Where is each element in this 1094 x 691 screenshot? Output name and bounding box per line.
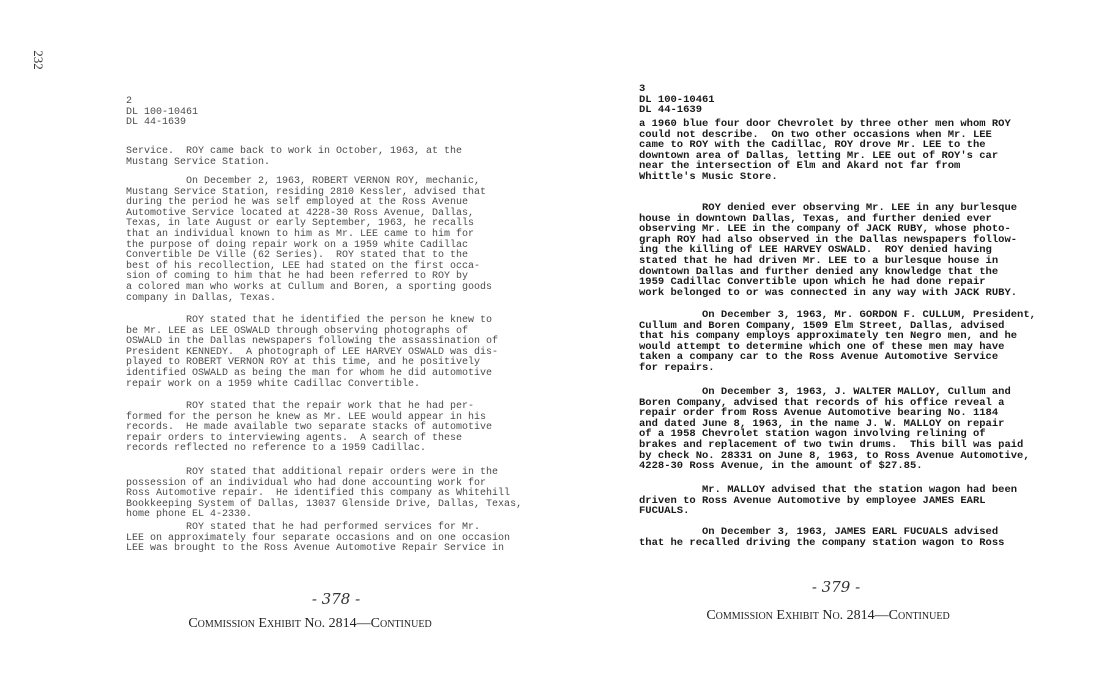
file-header: 2 DL 100-10461 DL 44-1639	[126, 96, 199, 129]
paragraph: ROY denied ever observing Mr. LEE in any burlesque house in downtown Dallas, Texas, and further denied ever observing Mr. LEE in the company of JACK RUBY, whose photo- graph ROY had also observed in the Dallas newspapers follow- ing the killing of LEE HARVEY OSWALD. ROY denied having stated that he had driven Mr. LEE to a burlesque house in downtown Dallas and further denied any knowledge that the 1959 Cadillac Convertible upon which he had done repair work belonged to or was connected in any way with JACK RUBY.	[639, 202, 1018, 299]
paragraph: On December 3, 1963, Mr. GORDON F. CULLUM, President, Cullum and Boren Company, 1509 Elm Street, Dallas, advised that his company employs approximately ten Negro men, and he would attempt to determine which one of these men may have taken a company car to the Ross Avenue Automotive Service for repairs.	[639, 309, 1036, 374]
paragraph: On December 3, 1963, JAMES EARL FUCUALS advised that he recalled driving the company station wagon to Ross	[639, 526, 1005, 549]
exhibit-footer: Commission Exhibit No. 2814—Continued	[706, 608, 950, 623]
paragraph: Mr. MALLOY advised that the station wagon had been driven to Ross Avenue Automotive by employee JAMES EARL FUCUALS.	[639, 484, 1018, 518]
paragraph: Service. ROY came back to work in October, 1963, at the Mustang Service Station.	[126, 146, 463, 168]
paragraph: ROY stated that he had performed services for Mr. LEE on approximately four separate occasions and on one occasion LEE was brought to the Ross Avenue Automotive Repair Service in	[126, 522, 511, 555]
file-header: 3 DL 100-10461 DL 44-1639	[639, 83, 715, 117]
exhibit-footer: Commission Exhibit No. 2814—Continued	[188, 616, 432, 631]
paragraph: ROY stated that additional repair orders were in the possession of an individual who had done accounting work for Ross Automotive repair. He identified this company as Whitehill Bookkeeping System of Dallas, 13037 Glenside Drive, Dallas, Texas, home phone EL 4-2330.	[126, 467, 523, 521]
paragraph: a 1960 blue four door Chevrolet by three other men whom ROY could not describe. On two other occasions when Mr. LEE came to ROY with the Cadillac, ROY drove Mr. LEE to the downtown area of Dallas, letting Mr. LEE out of ROY's car near the intersection of Elm and Akard not far from Whittle's Music Store.	[639, 118, 1011, 183]
paragraph: On December 3, 1963, J. WALTER MALLOY, Cullum and Boren Company, advised that records of his office reveal a repair order from Ross Avenue Automotive bearing No. 1184 and dated June 8, 1963, in the name J. W. MALLOY on repair of a 1958 Chevrolet station wagon involving relining of brakes and replacement of two twin drums. This bill was paid by check No. 28331 on June 8, 1963, to Ross Avenue Automotive, 4228-30 Ross Avenue, in the amount of $27.85.	[639, 386, 1030, 473]
paragraph: ROY stated that the repair work that he had per- formed for the person he knew as Mr. LEE would appear in his records. He made available two separate stacks of automotive repair orders to interviewing agents. A search of these records reflected no reference to a 1959 Cadillac.	[126, 401, 493, 455]
handwritten-page-number: - 379 -	[811, 578, 861, 596]
page-number: 232	[30, 50, 46, 70]
paragraph: On December 2, 1963, ROBERT VERNON ROY, mechanic, Mustang Service Station, residing 2810 Kessler, advised that during the period he was self employed at the Ross Avenue Automotive Service located at 4228-30 Ross Avenue, Dallas, Texas, in late August or early September, 1963, he recalls that an individual known to him as Mr. LEE came to him for the purpose of doing repair work on a 1959 white Cadillac Convertible De Ville (62 Series). ROY stated that to the best of his recollection, LEE had stated on the first occa- sion of coming to him that he had been referred to ROY by a colored man who works at Cullum and Boren, a sporting goods company in Dallas, Texas.	[126, 176, 493, 304]
handwritten-page-number: - 378 -	[311, 590, 361, 608]
paragraph: ROY stated that he identified the person he knew to be Mr. LEE as LEE OSWALD through observing photographs of OSWALD in the Dallas newspapers following the assassination of President KENNEDY. A photograph of LEE HARVEY OSWALD was dis- played to ROBERT VERNON ROY at this time, and he positively identified OSWALD as being the man for whom he did automotive repair work on a 1959 white Cadillac Convertible.	[126, 315, 499, 390]
